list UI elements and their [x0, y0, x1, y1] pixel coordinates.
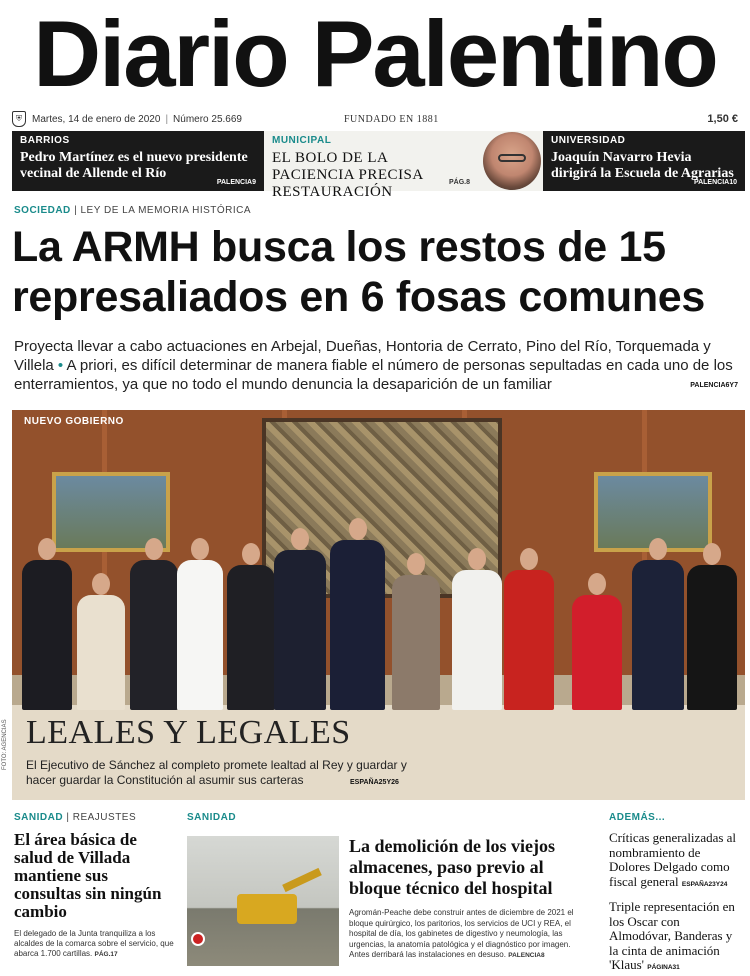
- price: 1,50 €: [707, 113, 738, 125]
- story-topic: REAJUSTES: [72, 812, 137, 823]
- head: [191, 538, 209, 560]
- glasses-shape: [498, 154, 526, 162]
- ademas-kicker: ADEMÁS...: [609, 812, 666, 823]
- teaser-headline: EL BOLO DE LA PACIENCIA PRECISA RESTAURACIÓN: [272, 150, 423, 200]
- ademas-item[interactable]: [609, 900, 744, 976]
- lead-section-line: [14, 205, 251, 216]
- teaser-municipal[interactable]: [264, 131, 543, 200]
- lead-section: SOCIEDAD: [14, 205, 71, 216]
- story-page: PALENCIA8: [508, 952, 545, 959]
- teaser-barrios[interactable]: [12, 131, 264, 191]
- head: [588, 573, 606, 595]
- head: [407, 553, 425, 575]
- dateline-separator: |: [165, 113, 169, 125]
- person: [632, 560, 684, 710]
- story-page: PÁG.17: [94, 951, 118, 958]
- government-photo[interactable]: [12, 410, 745, 800]
- photo-credit: FOTO: AGENCIAS: [2, 719, 8, 770]
- excavator-shape: [237, 894, 297, 924]
- person: [572, 595, 622, 710]
- teaser-kicker: BARRIOS: [20, 135, 70, 146]
- portrait-photo: [483, 132, 541, 190]
- story-body: El delegado de la Junta tranquiliza a los alcaldes de la comarca sobre el servicio, que abarca 1.700 cartillas.: [14, 929, 174, 958]
- issue-number: Número 25.669: [173, 113, 242, 125]
- photo-kicker: NUEVO GOBIERNO: [24, 416, 124, 427]
- ademas-item[interactable]: [609, 831, 744, 892]
- lead-deck-part2: A priori, es difícil determinar de manera fiable el número de personas sepultadas en cada uno de los enterramientos, ya que no todo el mundo denuncia la desaparición de un familiar: [14, 357, 733, 393]
- teaser-page: PALENCIA10: [693, 179, 737, 186]
- ademas-page: ESPAÑA23Y24: [681, 880, 728, 888]
- person: [22, 560, 72, 710]
- dateline: [12, 109, 738, 129]
- story-body: Agromán-Peache debe construir antes de diciembre de 2021 el bloque quirúrgico, los paritorios, los servicios de UCI y REA, el hospital de día, los gabinetes de digestivo y neumología, las urgencias, la anatomía patológica y el diagnóstico por imagen. Antes derribará las instalaciones en desuso.: [349, 908, 574, 959]
- person: [392, 575, 440, 710]
- lead-topic: LEY DE LA MEMORIA HISTÓRICA: [80, 205, 252, 216]
- story-text: [14, 929, 174, 960]
- person: [227, 565, 275, 710]
- head: [703, 543, 721, 565]
- section-separator: |: [74, 205, 81, 216]
- teaser-bar: [12, 131, 745, 200]
- coat-of-arms-icon: ⛨: [12, 111, 26, 127]
- head: [38, 538, 56, 560]
- head: [649, 538, 667, 560]
- lead-deck: [14, 337, 742, 394]
- teaser-kicker: MUNICIPAL: [272, 135, 332, 146]
- excavator-arm-shape: [282, 868, 322, 892]
- story-section: SANIDAD: [187, 812, 237, 823]
- lead-deck-part1: Proyecta llevar a cabo actuaciones en Arbejal, Dueñas, Hontoria de Cerrato, Pino del Río, Torquemada y Villela: [14, 338, 711, 374]
- person: [452, 570, 502, 710]
- demolition-photo: [187, 836, 339, 966]
- masthead-title: Diario Palentino: [33, 1, 717, 106]
- story-hospital[interactable]: [187, 812, 587, 966]
- story-kicker: [14, 812, 174, 823]
- person: [130, 560, 178, 710]
- photo-caption: El Ejecutivo de Sánchez al completo promete lealtad al Rey y guardar y hacer guardar la Constitución al asumir sus carteras: [26, 758, 407, 787]
- ademas-headline: Críticas generalizadas al nombramiento de Dolores Delgado como fiscal general: [609, 830, 737, 889]
- founded-note: FUNDADO EN 1881: [344, 113, 439, 125]
- story-headline: La demolición de los viejos almacenes, paso previo al bloque técnico del hospital: [349, 836, 555, 898]
- head: [242, 543, 260, 565]
- person: [77, 595, 125, 710]
- story-section: SANIDAD: [14, 812, 64, 823]
- head: [92, 573, 110, 595]
- person: [504, 570, 554, 710]
- issue-date: Martes, 14 de enero de 2020: [32, 113, 161, 125]
- head: [520, 548, 538, 570]
- person: [687, 565, 737, 710]
- ademas-column: [609, 812, 744, 972]
- story-kicker: [187, 812, 587, 823]
- teaser-universidad[interactable]: [543, 131, 745, 191]
- person: [177, 560, 223, 710]
- photo-page: ESPAÑA25Y26: [350, 779, 399, 786]
- no-entry-sign-icon: [191, 932, 205, 946]
- lead-page: PALENCIA6Y7: [690, 382, 738, 389]
- masthead: [0, 0, 750, 108]
- teaser-headline: Joaquín Navarro Hevia dirigirá la Escuela de Agrarias: [551, 150, 734, 181]
- person: [330, 540, 385, 710]
- teaser-kicker: UNIVERSIDAD: [551, 135, 626, 146]
- section-separator: |: [66, 812, 73, 823]
- photo-title: LEALES Y LEGALES: [26, 714, 351, 751]
- teaser-headline: Pedro Martínez es el nuevo presidente vecinal de Allende el Río: [20, 150, 248, 181]
- head: [145, 538, 163, 560]
- group-of-people: [12, 510, 745, 710]
- person: [274, 550, 326, 710]
- ademas-headline: Triple representación en los Oscar con Almodóvar, Banderas y la cinta de animación 'Klaus': [609, 899, 735, 972]
- ademas-page: PÁGINA31: [647, 964, 680, 971]
- head: [291, 528, 309, 550]
- teaser-page: PALENCIA9: [216, 179, 256, 186]
- story-headline: El área básica de salud de Villada mantiene sus consultas sin ningún cambio: [14, 830, 162, 921]
- head: [468, 548, 486, 570]
- head: [349, 518, 367, 540]
- deck-bullet: •: [53, 357, 67, 374]
- story-text: [349, 908, 587, 962]
- story-villada[interactable]: [14, 812, 174, 966]
- lead-headline[interactable]: La ARMH busca los restos de 15 represaliados en 6 fosas comunes: [12, 223, 706, 321]
- teaser-page: PÁG.8: [449, 179, 471, 186]
